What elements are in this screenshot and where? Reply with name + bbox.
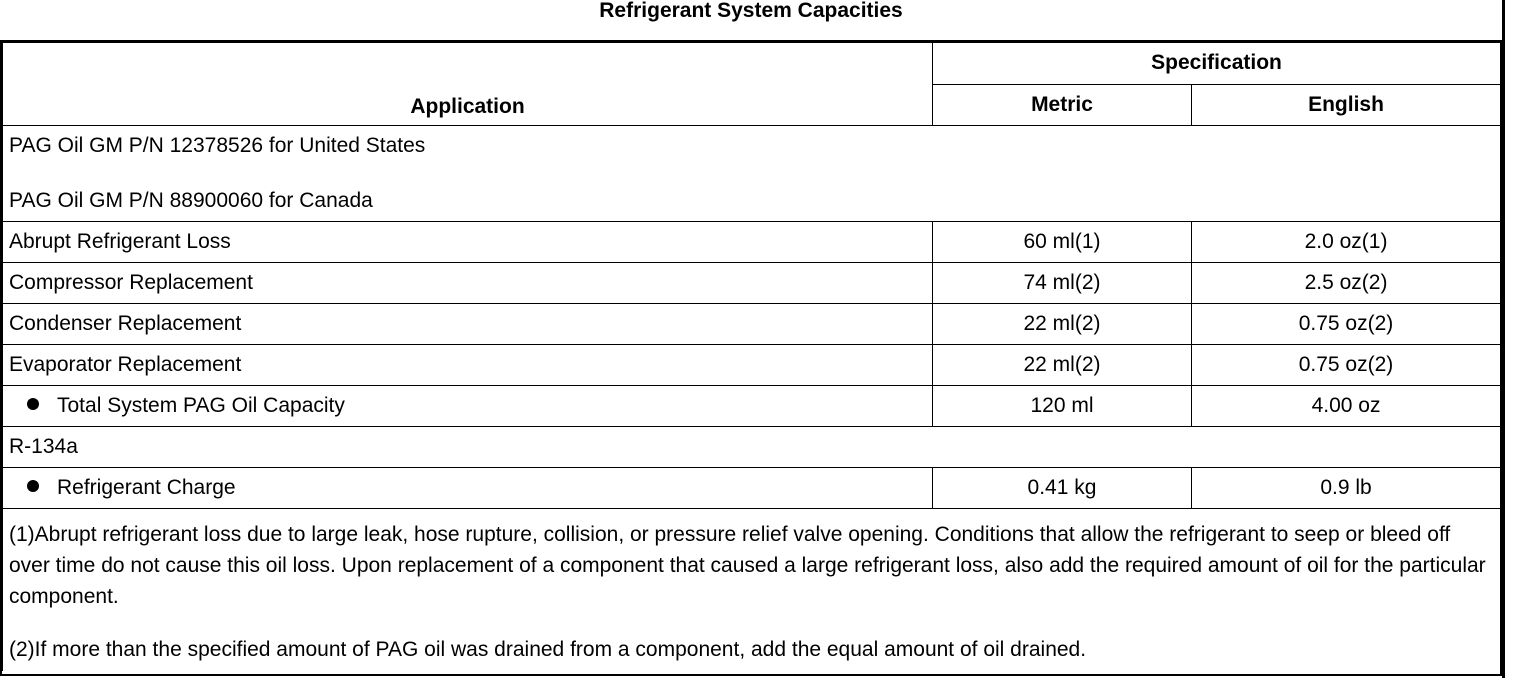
bullet-icon bbox=[27, 480, 39, 492]
table-row bbox=[3, 303, 1501, 344]
row-metric: 60 ml(1) bbox=[933, 221, 1192, 262]
row-metric: 22 ml(2) bbox=[933, 344, 1192, 385]
capacities-table bbox=[2, 43, 1501, 671]
row-metric: 22 ml(2) bbox=[933, 303, 1192, 344]
header-application: Application bbox=[3, 43, 933, 125]
row-english: 2.5 oz(2) bbox=[1192, 262, 1501, 303]
header-english: English bbox=[1192, 84, 1501, 125]
table-row bbox=[3, 262, 1501, 303]
total-label: Total System PAG Oil Capacity bbox=[57, 393, 345, 417]
row-english: 2.0 oz(1) bbox=[1192, 221, 1501, 262]
row-application: Abrupt Refrigerant Loss bbox=[3, 221, 933, 262]
page-edge-right bbox=[1502, 0, 1505, 678]
total-application bbox=[3, 385, 933, 426]
oil-part-us: PAG Oil GM P/N 12378526 for United States bbox=[9, 133, 426, 157]
footnotes bbox=[3, 508, 1501, 671]
capacities-table-frame bbox=[0, 40, 1502, 676]
oil-part-canada: PAG Oil GM P/N 88900060 for Canada bbox=[9, 188, 373, 212]
charge-metric: 0.41 kg bbox=[933, 467, 1192, 508]
total-english: 4.00 oz bbox=[1192, 385, 1501, 426]
charge-english: 0.9 lb bbox=[1192, 467, 1501, 508]
footnote-1: (1)Abrupt refrigerant loss due to large leak, hose rupture, collision, or pressure relief valve opening. Conditions that allow the refrigerant to seep or bleed off over time do not cause this oil loss. Upon replacement of a component that caused a large refrigerant loss, also add the required amount of oil for the particular component. bbox=[9, 522, 1486, 608]
charge-label: Refrigerant Charge bbox=[57, 475, 236, 499]
refrigerant-label: R-134a bbox=[3, 426, 1501, 467]
row-english: 0.75 oz(2) bbox=[1192, 344, 1501, 385]
bullet-icon bbox=[27, 398, 39, 410]
header-specification: Specification bbox=[933, 43, 1501, 84]
table-row-total bbox=[3, 385, 1501, 426]
oil-part-numbers bbox=[3, 125, 1501, 221]
row-english: 0.75 oz(2) bbox=[1192, 303, 1501, 344]
row-metric: 74 ml(2) bbox=[933, 262, 1192, 303]
total-metric: 120 ml bbox=[933, 385, 1192, 426]
row-application: Evaporator Replacement bbox=[3, 344, 933, 385]
table-row bbox=[3, 221, 1501, 262]
header-metric: Metric bbox=[933, 84, 1192, 125]
table-row bbox=[3, 344, 1501, 385]
row-application: Compressor Replacement bbox=[3, 262, 933, 303]
charge-application bbox=[3, 467, 933, 508]
table-row-charge bbox=[3, 467, 1501, 508]
footnote-2: (2)If more than the specified amount of PAG oil was drained from a component, add the equal amount of oil drained. bbox=[9, 637, 1087, 661]
row-application: Condenser Replacement bbox=[3, 303, 933, 344]
table-title: Refrigerant System Capacities bbox=[599, 0, 903, 22]
